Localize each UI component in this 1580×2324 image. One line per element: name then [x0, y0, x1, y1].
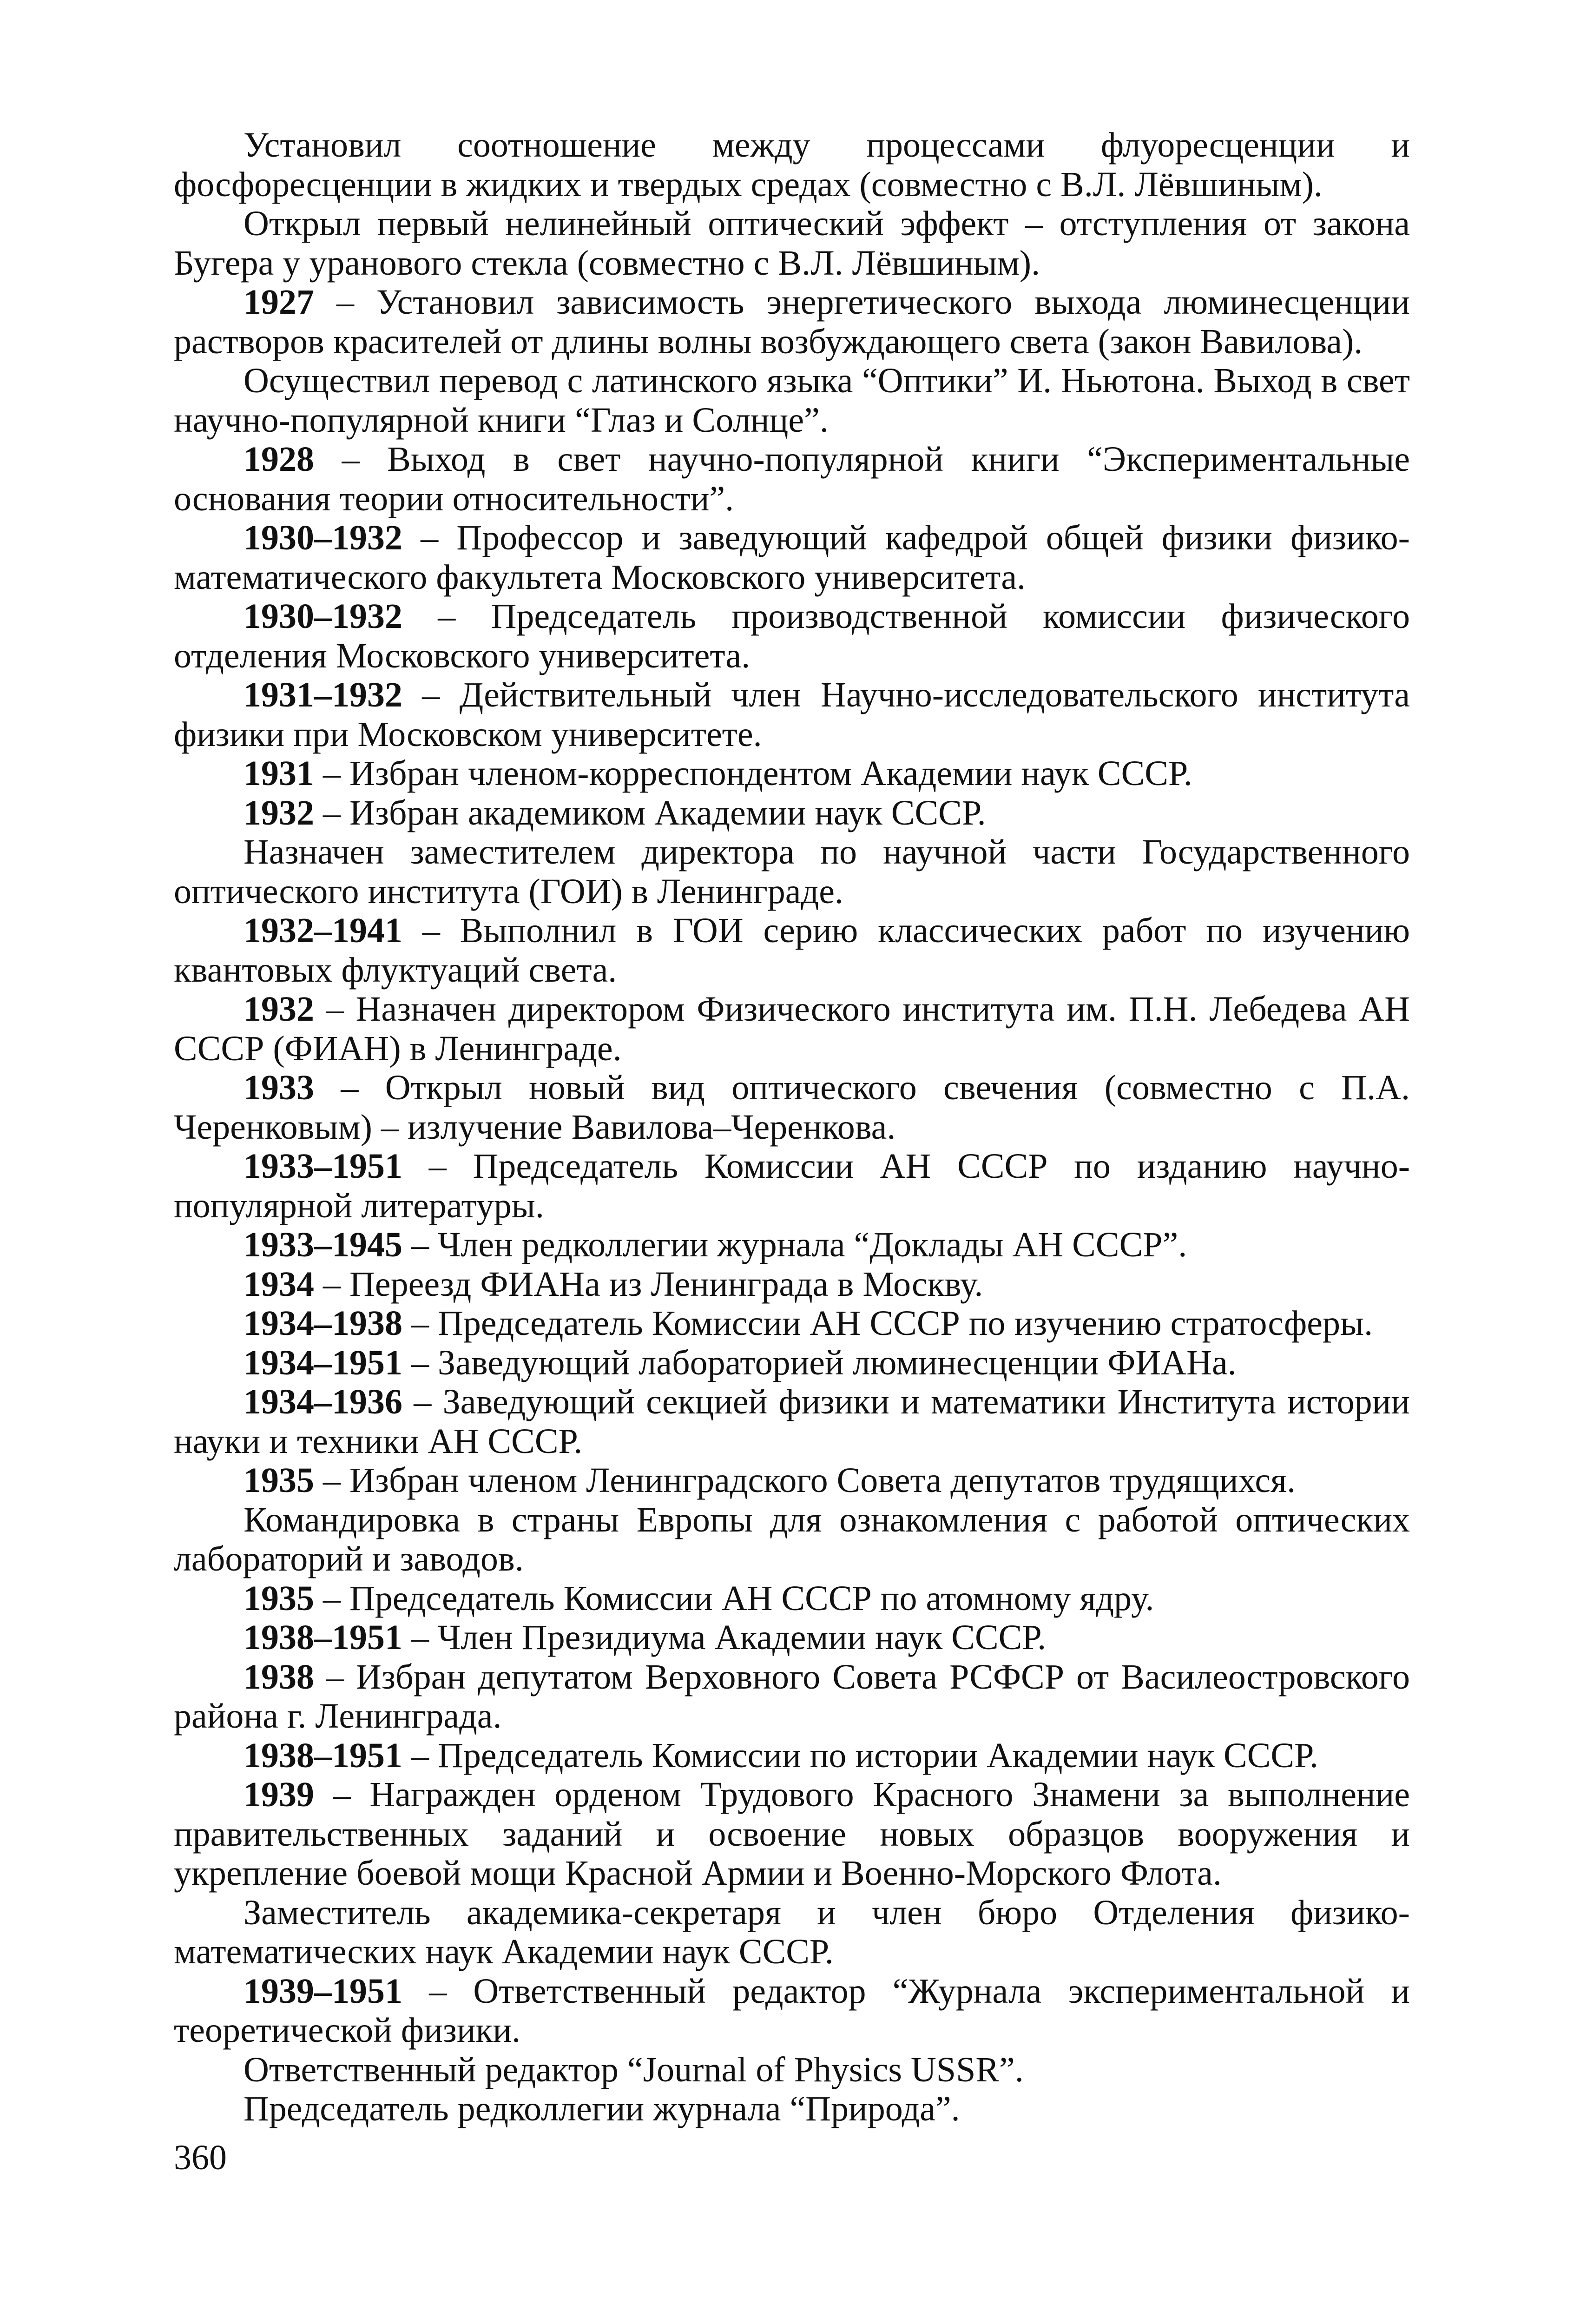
chronology-entry	[174, 1893, 1410, 1972]
chronology-entry	[174, 518, 1410, 597]
entry-year: 1938	[244, 1657, 314, 1697]
entry-text: – Член редколлегии журнала “Доклады АН СССР”.	[402, 1225, 1187, 1264]
chronology-entry	[174, 1736, 1410, 1776]
entry-year: 1933	[244, 1068, 314, 1107]
chronology-entry	[174, 2089, 1410, 2129]
entry-text: – Профессор и заведующий кафедрой общей физики физико-математического факультета Московского университета.	[174, 518, 1410, 597]
entry-text: – Избран членом-корреспондентом Академии наук СССР.	[314, 754, 1192, 793]
entry-text: – Заведующий секцией физики и математики Института истории науки и техники АН СССР.	[174, 1382, 1410, 1461]
chronology-entry	[174, 1343, 1410, 1383]
entry-year: 1934–1938	[244, 1304, 402, 1343]
chronology-entry	[174, 911, 1410, 990]
entry-year: 1938–1951	[244, 1618, 402, 1657]
entry-text: Заместитель академика-секретаря и член бюро Отделения физико-математических наук Академии наук СССР.	[174, 1893, 1410, 1971]
entry-text: – Председатель Комиссии АН СССР по изданию научно-популярной литературы.	[174, 1147, 1410, 1225]
entry-text: Осуществил перевод с латинского языка “Оптики” И. Ньютона. Выход в свет научно-популярной книги “Глаз и Солнце”.	[174, 361, 1410, 440]
entry-year: 1931–1932	[244, 675, 402, 714]
entry-year: 1935	[244, 1461, 314, 1500]
entry-text: – Председатель Комиссии АН СССР по изучению стратосферы.	[402, 1304, 1373, 1343]
entry-text: – Переезд ФИАНа из Ленинграда в Москву.	[314, 1264, 983, 1304]
chronology-entry	[174, 1579, 1410, 1618]
chronology-entry	[174, 125, 1410, 204]
chronology-entry	[174, 1775, 1410, 1893]
chronology-entry	[174, 832, 1410, 911]
entry-year: 1930–1932	[244, 518, 402, 557]
entry-text: – Открыл новый вид оптического свечения (совместно с П.А. Черенковым) – излучение Вавилова–Черенкова.	[174, 1068, 1410, 1147]
chronology-entry	[174, 1225, 1410, 1265]
entry-year: 1932	[244, 793, 314, 832]
entry-text: – Установил зависимость энергетического выхода люминесценции растворов красителей от длины волны возбуждающего света (закон Вавилова).	[174, 283, 1410, 361]
chronology-entry	[174, 754, 1410, 793]
chronology-entry	[174, 361, 1410, 440]
chronology-entry	[174, 1618, 1410, 1657]
entry-text: – Член Президиума Академии наук СССР.	[402, 1618, 1047, 1657]
entry-text: – Председатель Комиссии АН СССР по атомному ядру.	[314, 1578, 1154, 1618]
entry-text: – Избран академиком Академии наук СССР.	[314, 793, 986, 832]
entry-year: 1938–1951	[244, 1736, 402, 1775]
entry-text: – Председатель производственной комиссии физического отделения Московского университета.	[174, 597, 1410, 675]
entry-text: – Ответственный редактор “Журнала экспериментальной и теоретической физики.	[174, 1971, 1410, 2050]
entry-year: 1928	[244, 440, 314, 479]
entry-text: – Председатель Комиссии по истории Академии наук СССР.	[402, 1736, 1318, 1775]
chronology-entry	[174, 440, 1410, 518]
chronology-entry	[174, 1068, 1410, 1147]
chronology-entry	[174, 1304, 1410, 1343]
entry-text: Командировка в страны Европы для ознакомления с работой оптических лабораторий и заводов.	[174, 1500, 1410, 1578]
entry-year: 1935	[244, 1578, 314, 1618]
entry-text: – Выполнил в ГОИ серию классических работ по изучению квантовых флуктуаций света.	[174, 911, 1410, 990]
entry-text: – Назначен директором Физического института им. П.Н. Лебедева АН СССР (ФИАН) в Ленинграде.	[174, 990, 1410, 1068]
entry-text: Назначен заместителем директора по научной части Государственного оптического института (ГОИ) в Ленинграде.	[174, 832, 1410, 911]
chronology-entry	[174, 283, 1410, 361]
entry-year: 1931	[244, 754, 314, 793]
entry-year: 1933–1951	[244, 1147, 402, 1186]
entry-year: 1934–1951	[244, 1343, 402, 1382]
entry-text: Открыл первый нелинейный оптический эффект – отступления от закона Бугера у уранового стекла (совместно с В.Л. Лёвшиным).	[174, 204, 1410, 283]
entry-text: – Избран депутатом Верховного Совета РСФСР от Василеостровского района г. Ленинграда.	[174, 1657, 1410, 1736]
entry-text: Ответственный редактор “Journal of Physics USSR”.	[244, 2050, 1024, 2089]
chronology-entry	[174, 1265, 1410, 1304]
chronology-entry	[174, 1382, 1410, 1461]
chronology-entry	[174, 2050, 1410, 2090]
entry-text: Председатель редколлегии журнала “Природа”.	[244, 2089, 960, 2128]
entry-year: 1927	[244, 283, 314, 322]
chronology-entry	[174, 990, 1410, 1068]
entry-year: 1934	[244, 1264, 314, 1304]
entry-year: 1933–1945	[244, 1225, 402, 1264]
chronology-entry	[174, 793, 1410, 833]
chronology-entry	[174, 1657, 1410, 1736]
entry-text: – Выход в свет научно-популярной книги “Экспериментальные основания теории относительности”.	[174, 440, 1410, 518]
entry-text: – Избран членом Ленинградского Совета депутатов трудящихся.	[314, 1461, 1296, 1500]
chronology-entry	[174, 597, 1410, 675]
chronology-entry	[174, 1147, 1410, 1225]
chronology-entry	[174, 1461, 1410, 1500]
page-number: 360	[174, 2138, 227, 2177]
page-body	[174, 125, 1410, 2129]
entry-year: 1930–1932	[244, 597, 402, 636]
entry-year: 1932–1941	[244, 911, 402, 950]
entry-year: 1939	[244, 1775, 314, 1814]
entry-year: 1934–1936	[244, 1382, 402, 1421]
entry-text: – Действительный член Научно-исследовательского института физики при Московском университете.	[174, 675, 1410, 754]
entry-year: 1932	[244, 990, 314, 1029]
entry-text: – Заведующий лабораторией люминесценции ФИАНа.	[402, 1343, 1237, 1382]
chronology-entry	[174, 675, 1410, 754]
chronology-entry	[174, 204, 1410, 283]
entry-text: – Награжден орденом Трудового Красного Знамени за выполнение правительственных заданий и освоение новых образцов вооружения и укрепление боевой мощи Красной Армии и Военно-Морского Флота.	[174, 1775, 1410, 1893]
entry-text: Установил соотношение между процессами флуоресценции и фосфоресценции в жидких и твердых средах (совместно с В.Л. Лёвшиным).	[174, 125, 1410, 204]
chronology-entry	[174, 1972, 1410, 2050]
entry-year: 1939–1951	[244, 1971, 402, 2011]
chronology-entry	[174, 1500, 1410, 1579]
